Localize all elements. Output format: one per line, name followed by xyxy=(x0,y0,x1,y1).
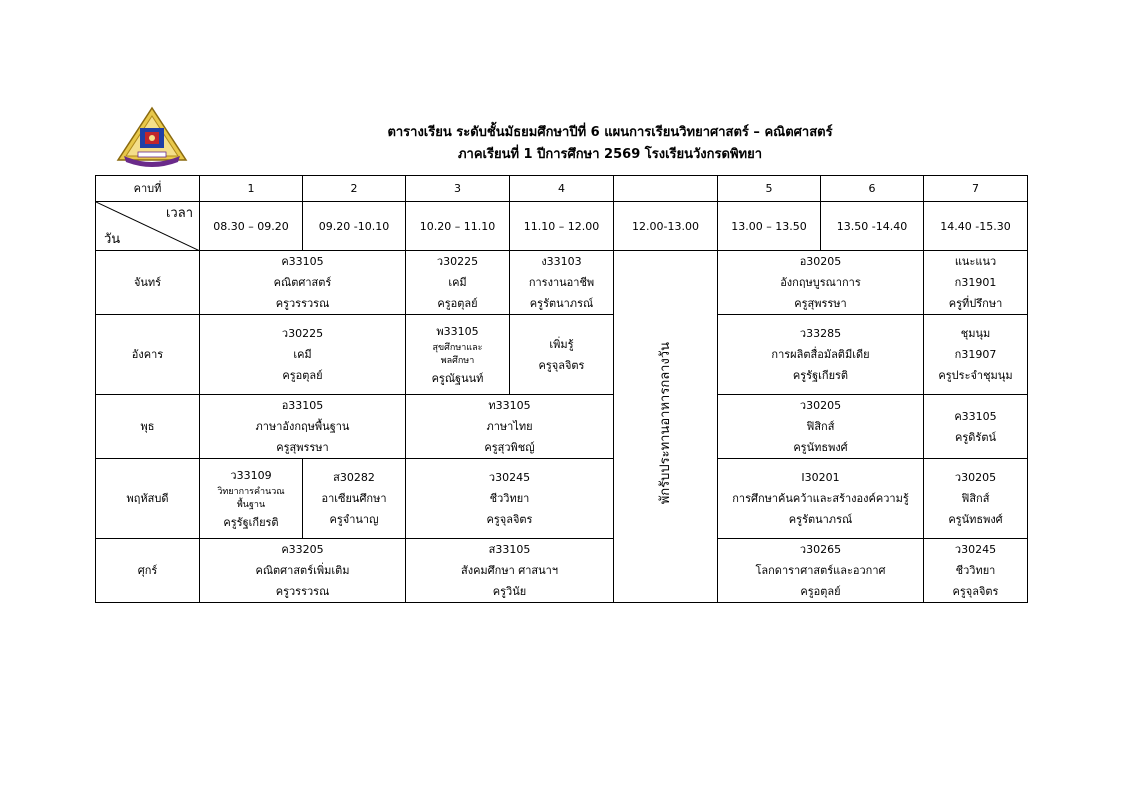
row-friday xyxy=(96,539,1028,603)
row-tuesday xyxy=(96,315,1028,395)
class-cell: ว30265 โลกดาราศาสตร์และอวกาศ ครูอตุลย์ xyxy=(718,539,924,603)
class-cell: อ30205 อังกฤษบูรณาการ ครูสุพรรษา xyxy=(718,251,924,315)
time-5: 13.00 – 13.50 xyxy=(718,202,821,251)
corner-day-label: วัน xyxy=(104,232,121,247)
class-cell: ส33105 สังคมศึกษา ศาสนาฯ ครูวินัย xyxy=(406,539,614,603)
row-wednesday xyxy=(96,395,1028,459)
period-2: 2 xyxy=(303,176,406,202)
school-emblem-icon xyxy=(112,104,192,168)
class-cell: ว33109 วิทยาการคำนวณ พื้นฐาน ครูรัฐเกียรติ xyxy=(200,459,303,539)
class-cell: ว30205 ฟิสิกส์ ครูนัทธพงศ์ xyxy=(924,459,1028,539)
class-cell: ว30245 ชีววิทยา ครูจุลจิตร xyxy=(924,539,1028,603)
time-lunch: 12.00-13.00 xyxy=(614,202,718,251)
day-label: พุธ xyxy=(96,395,200,459)
row-monday xyxy=(96,251,1028,315)
class-cell: ว33285 การผลิตสื่อมัลติมีเดีย ครูรัฐเกียรติ xyxy=(718,315,924,395)
time-header-row xyxy=(96,202,1028,251)
period-7: 7 xyxy=(924,176,1028,202)
class-cell: ง33103 การงานอาชีพ ครูรัตนาภรณ์ xyxy=(510,251,614,315)
class-cell: ว30225 เคมี ครูอตุลย์ xyxy=(200,315,406,395)
period-4: 4 xyxy=(510,176,614,202)
page-subtitle: ภาคเรียนที่ 1 ปีการศึกษา 2569 โรงเรียนวังกรดพิทยา xyxy=(457,147,763,162)
class-cell: อ33105 ภาษาอังกฤษพื้นฐาน ครูสุพรรษา xyxy=(200,395,406,459)
period-5: 5 xyxy=(718,176,821,202)
lunch-break-label: พักรับประทานอาหารกลางวัน xyxy=(657,341,673,505)
time-2: 09.20 -10.10 xyxy=(303,202,406,251)
page-title: ตารางเรียน ระดับชั้นมัธยมศึกษาปีที่ 6 แผนการเรียนวิทยาศาสตร์ – คณิตศาสตร์ xyxy=(387,125,833,140)
period-lunch xyxy=(614,176,718,202)
lunch-break-cell xyxy=(614,251,718,603)
class-cell: I30201 การศึกษาค้นคว้าและสร้างองค์ความรู้ ครูรัตนาภรณ์ xyxy=(718,459,924,539)
class-cell: ว30245 ชีววิทยา ครูจุลจิตร xyxy=(406,459,614,539)
class-cell: ว30205 ฟิสิกส์ ครูนัทธพงศ์ xyxy=(718,395,924,459)
class-cell: ค33205 คณิตศาสตร์เพิ่มเติม ครูวรรวรณ xyxy=(200,539,406,603)
time-1: 08.30 – 09.20 xyxy=(200,202,303,251)
time-4: 11.10 – 12.00 xyxy=(510,202,614,251)
corner-cell xyxy=(96,202,200,251)
time-3: 10.20 – 11.10 xyxy=(406,202,510,251)
class-cell: ส30282 อาเซียนศึกษา ครูจำนาญ xyxy=(303,459,406,539)
timetable xyxy=(95,175,1028,603)
period-label: คาบที่ xyxy=(96,176,200,202)
period-1: 1 xyxy=(200,176,303,202)
time-7: 14.40 -15.30 xyxy=(924,202,1028,251)
period-header-row xyxy=(96,176,1028,202)
class-cell: พ33105 สุขศึกษาและ พลศึกษา ครูณัฐนนท์ xyxy=(406,315,510,395)
day-label: อังคาร xyxy=(96,315,200,395)
class-cell: แนะแนว ก31901 ครูที่ปรึกษา xyxy=(924,251,1028,315)
class-cell: ค33105 คณิตศาสตร์ ครูวรรวรณ xyxy=(200,251,406,315)
class-cell: ค33105 ครูดิรัตน์ xyxy=(924,395,1028,459)
day-label: ศุกร์ xyxy=(96,539,200,603)
day-label: พฤหัสบดี xyxy=(96,459,200,539)
class-cell: ชุมนุม ก31907 ครูประจำชุมนุม xyxy=(924,315,1028,395)
period-3: 3 xyxy=(406,176,510,202)
row-thursday xyxy=(96,459,1028,539)
class-cell: ท33105 ภาษาไทย ครูสุวพิชญ์ xyxy=(406,395,614,459)
time-6: 13.50 -14.40 xyxy=(821,202,924,251)
day-label: จันทร์ xyxy=(96,251,200,315)
class-cell: ว30225 เคมี ครูอตุลย์ xyxy=(406,251,510,315)
period-6: 6 xyxy=(821,176,924,202)
class-cell: เพิ่มรู้ ครูจุลจิตร xyxy=(510,315,614,395)
corner-time-label: เวลา xyxy=(165,206,193,221)
